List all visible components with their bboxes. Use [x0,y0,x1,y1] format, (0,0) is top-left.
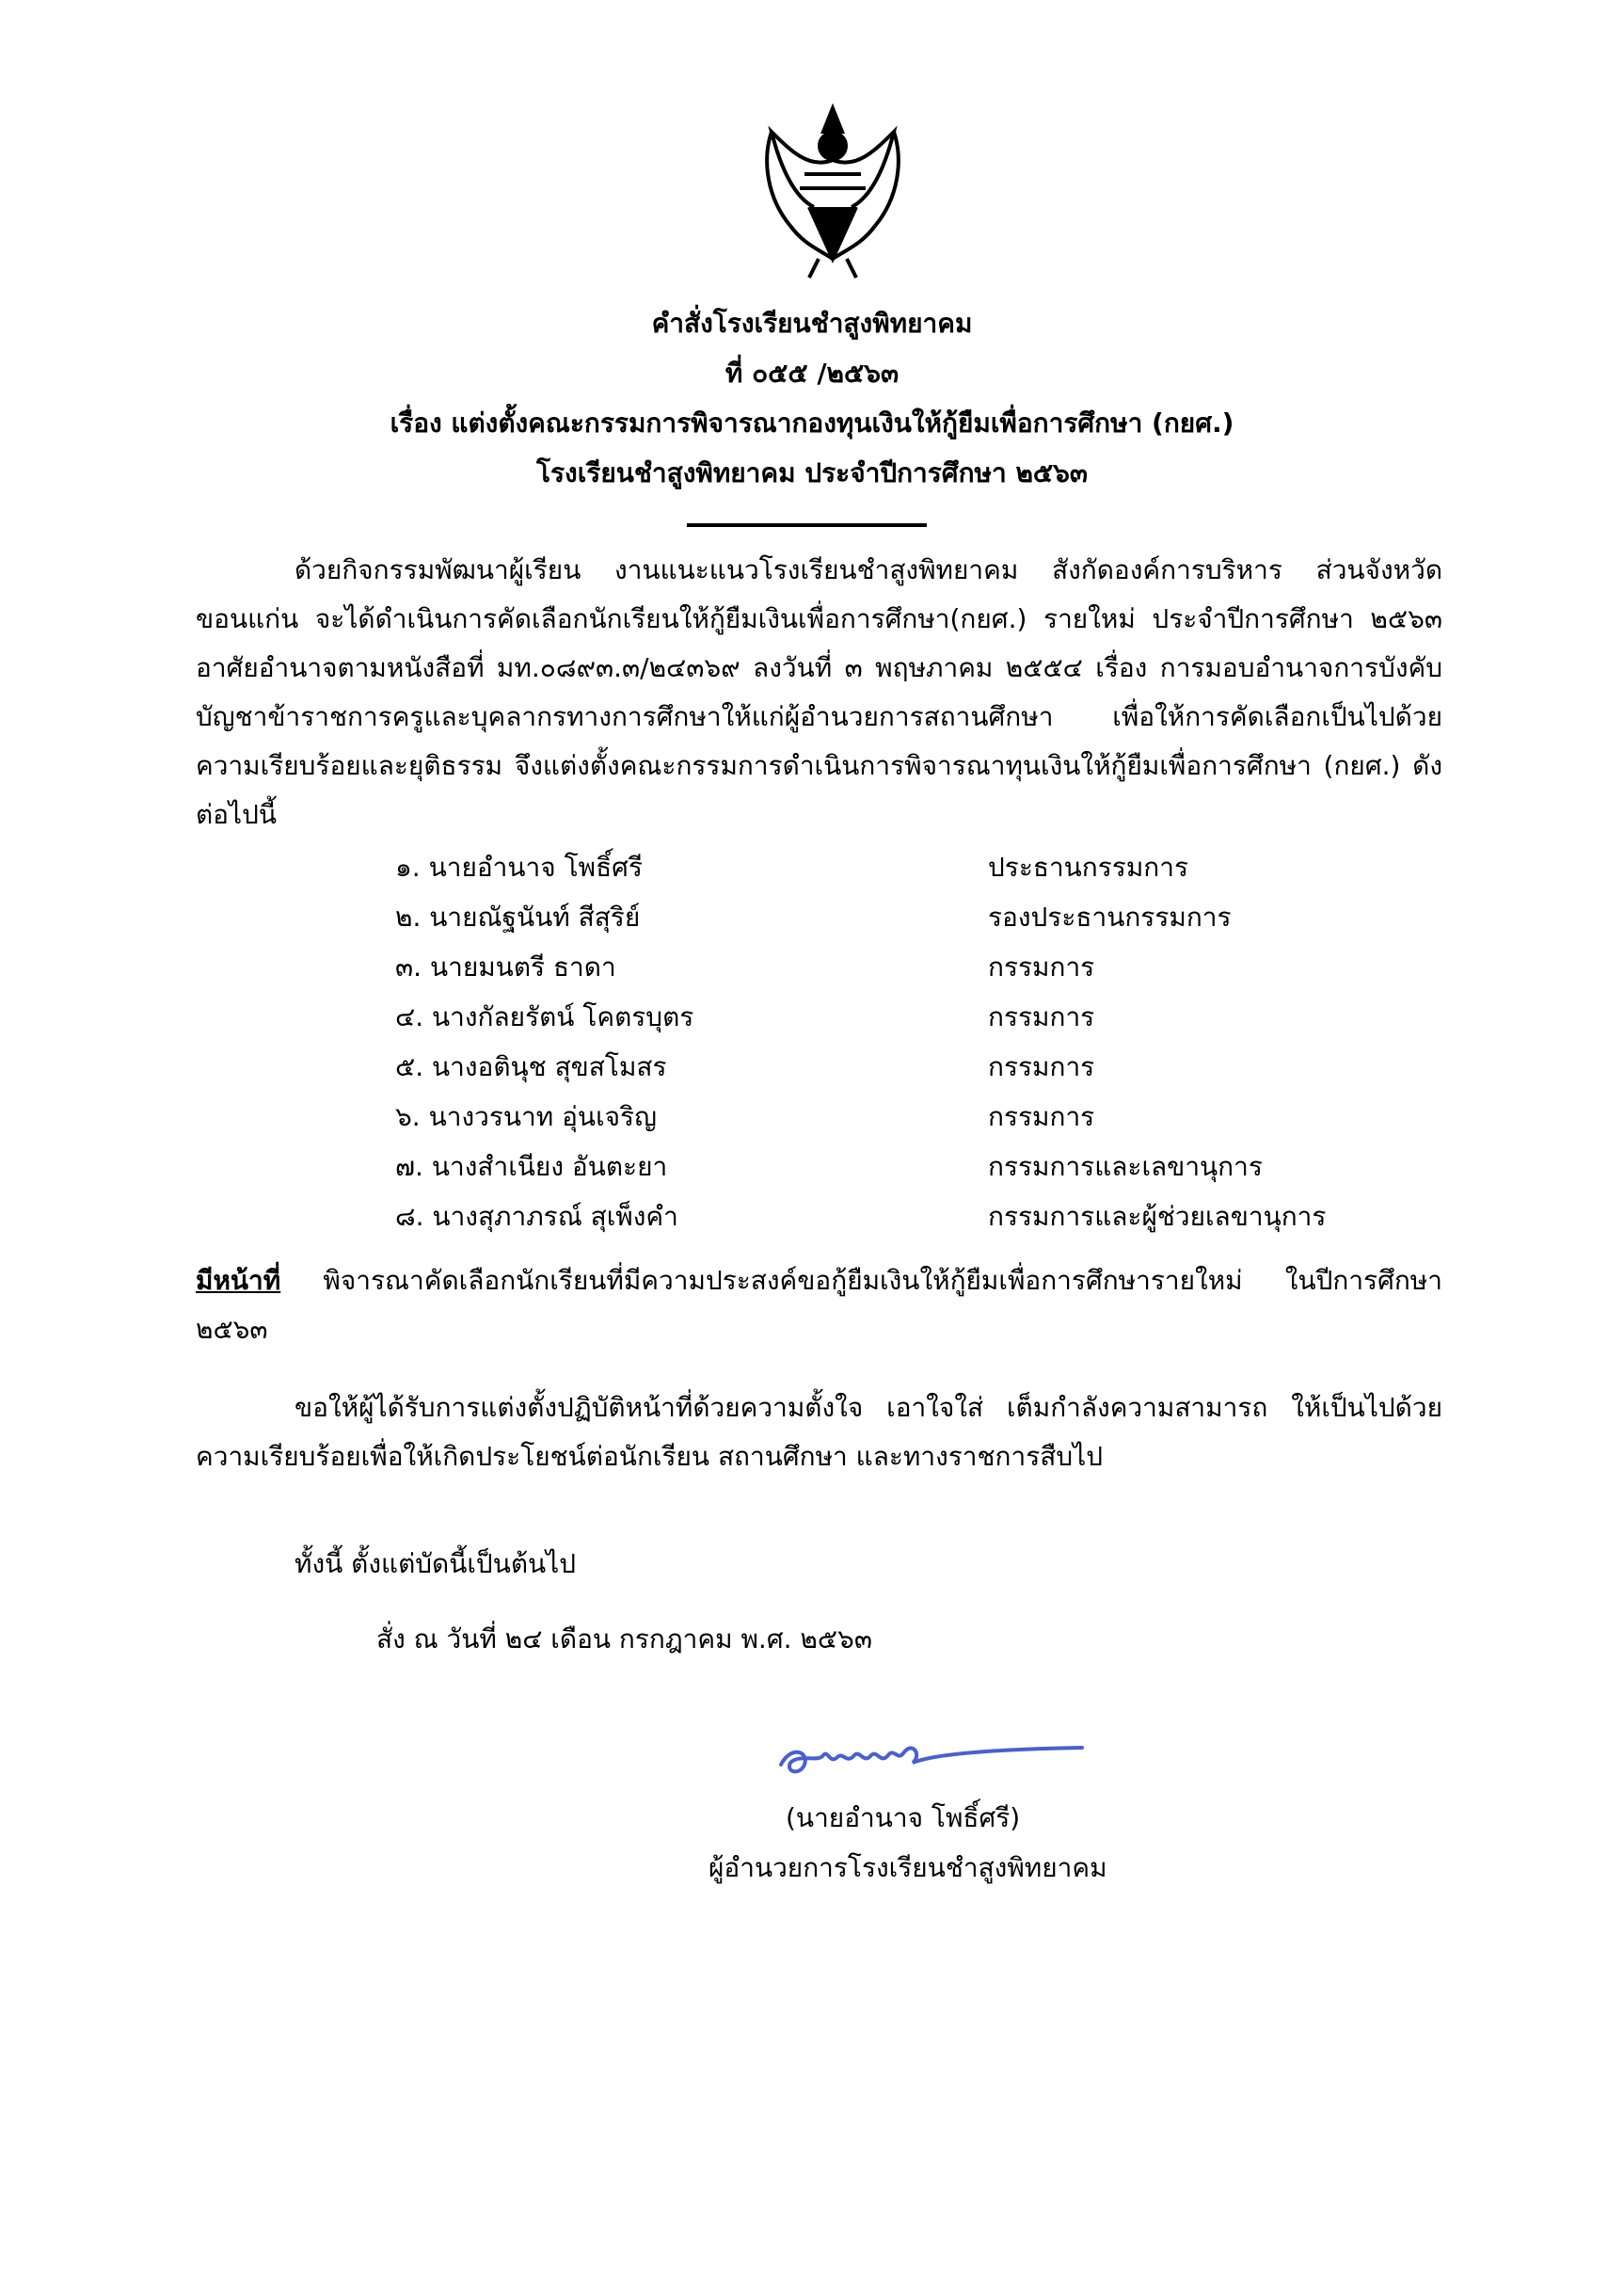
closing-paragraph: ขอให้ผู้ได้รับการแต่งตั้งปฏิบัติหน้าที่ด้วยความตั้งใจ เอาใจใส่ เต็มกำลังความสามารถ ให้เป็นไปด้วยความเรียบร้อยเพื่อให้เกิดประโยชน์ต่อนักเรียน สถานศึกษา และทางราชการสืบไป [196,1392,1442,1472]
member-number: ๘. [395,1201,424,1232]
member-name: นางสำเนียง อันตะยา [431,1151,668,1182]
member-role: กรรมการ [988,1001,1095,1032]
order-date: สั่ง ณ วันที่ ๒๔ เดือน กรกฎาคม พ.ศ. ๒๕๖๓ [376,1623,872,1655]
member-role: กรรมการและผู้ช่วยเลขานุการ [988,1201,1327,1232]
member-role: ประธานกรรมการ [988,852,1189,883]
member-role: กรรมการ [988,951,1095,983]
member-number: ๗. [395,1151,423,1182]
intro-paragraph: ด้วยกิจกรรมพัฒนาผู้เรียน งานแนะแนวโรงเรียนชำสูงพิทยาคม สังกัดองค์การบริหาร ส่วนจังหวัดขอนแก่น จะได้ดำเนินการคัดเลือกนักเรียนให้กู้ยืมเงินเพื่อการศึกษา(กยศ.) รายใหม่ ประจำปีการศึกษา ๒๕๖๓ อาศัยอำนาจตามหนังสือที่ มท.๐๘๙๓.๓/๒๔๓๖๙ ลงวันที่ ๓ พฤษภาคม ๒๕๕๔ เรื่อง การมอบอำนาจการบังคับบัญชาข้าราชการครูและบุคลากรทางการศึกษาให้แก่ผู้อำนวยการสถานศึกษา เพื่อให้การคัดเลือกเป็นไปด้วยความเรียบร้อยและยุติธรรม จึงแต่งตั้งคณะกรรมการดำเนินการพิจารณาทุนเงินให้กู้ยืมเพื่อการศึกษา (กยศ.) ดังต่อไปนี้ [196,554,1442,830]
member-name: นางสุภาภรณ์ สุเพ็งคำ [432,1201,678,1232]
member-name: นางกัลยรัตน์ โคตรบุตร [432,1001,694,1032]
member-item [395,897,640,938]
member-name: นายมนตรี ธาดา [429,951,616,983]
order-number: ที่ ๐๕๕ /๒๕๖๓ [724,358,900,389]
signatory-name: (นายอำนาจ โพธิ์ศรี) [786,1802,1021,1833]
signatory-position: ผู้อำนวยการโรงเรียนชำสูงพิทยาคม [709,1852,1107,1883]
order-title: คำสั่งโรงเรียนชำสูงพิทยาคม [651,308,973,339]
member-name: นายณัฐนันท์ สีสุริย์ [429,902,641,933]
effective-statement: ทั้งนี้ ตั้งแต่บัดนี้เป็นต้นไป [295,1548,577,1579]
signature-mark [772,1727,1101,1783]
duty-label: มีหน้าที่ [196,1265,281,1296]
member-name: นายอำนาจ โพธิ์ศรี [428,852,643,883]
member-number: ๒. [395,902,422,933]
garuda-emblem-icon [753,94,913,282]
member-role: กรรมการ [988,1051,1095,1082]
duty-text: พิจารณาคัดเลือกนักเรียนที่มีความประสงค์ขอกู้ยืมเงินให้กู้ยืมเพื่อการศึกษารายใหม่ ในปีการศึกษา ๒๕๖๓ [196,1265,1442,1345]
member-item [395,1096,657,1138]
member-number: ๓. [395,951,422,983]
title-divider [687,523,927,527]
member-item [395,997,693,1038]
member-role: กรรมการและเลขานุการ [988,1151,1263,1182]
member-role: รองประธานกรรมการ [988,902,1232,933]
order-subject-line2: โรงเรียนชำสูงพิทยาคม ประจำปีการศึกษา ๒๕๖๓ [535,457,1089,488]
member-item [395,1196,678,1238]
member-number: ๕. [395,1051,424,1082]
member-item [395,947,616,988]
member-number: ๑. [395,852,421,883]
order-subject: เรื่อง แต่งตั้งคณะกรรมการพิจารณากองทุนเงินให้กู้ยืมเพื่อการศึกษา (กยศ.) [390,408,1234,439]
duty-paragraph [196,1256,1442,1354]
member-item [395,847,643,888]
member-number: ๔. [395,1001,424,1032]
member-name: นางอตินุช สุขสโมสร [432,1051,667,1082]
member-number: ๖. [395,1101,421,1132]
member-item [395,1146,667,1188]
member-item [395,1047,667,1088]
member-role: กรรมการ [988,1101,1095,1132]
member-name: นางวรนาท อุ่นเจริญ [428,1101,657,1132]
